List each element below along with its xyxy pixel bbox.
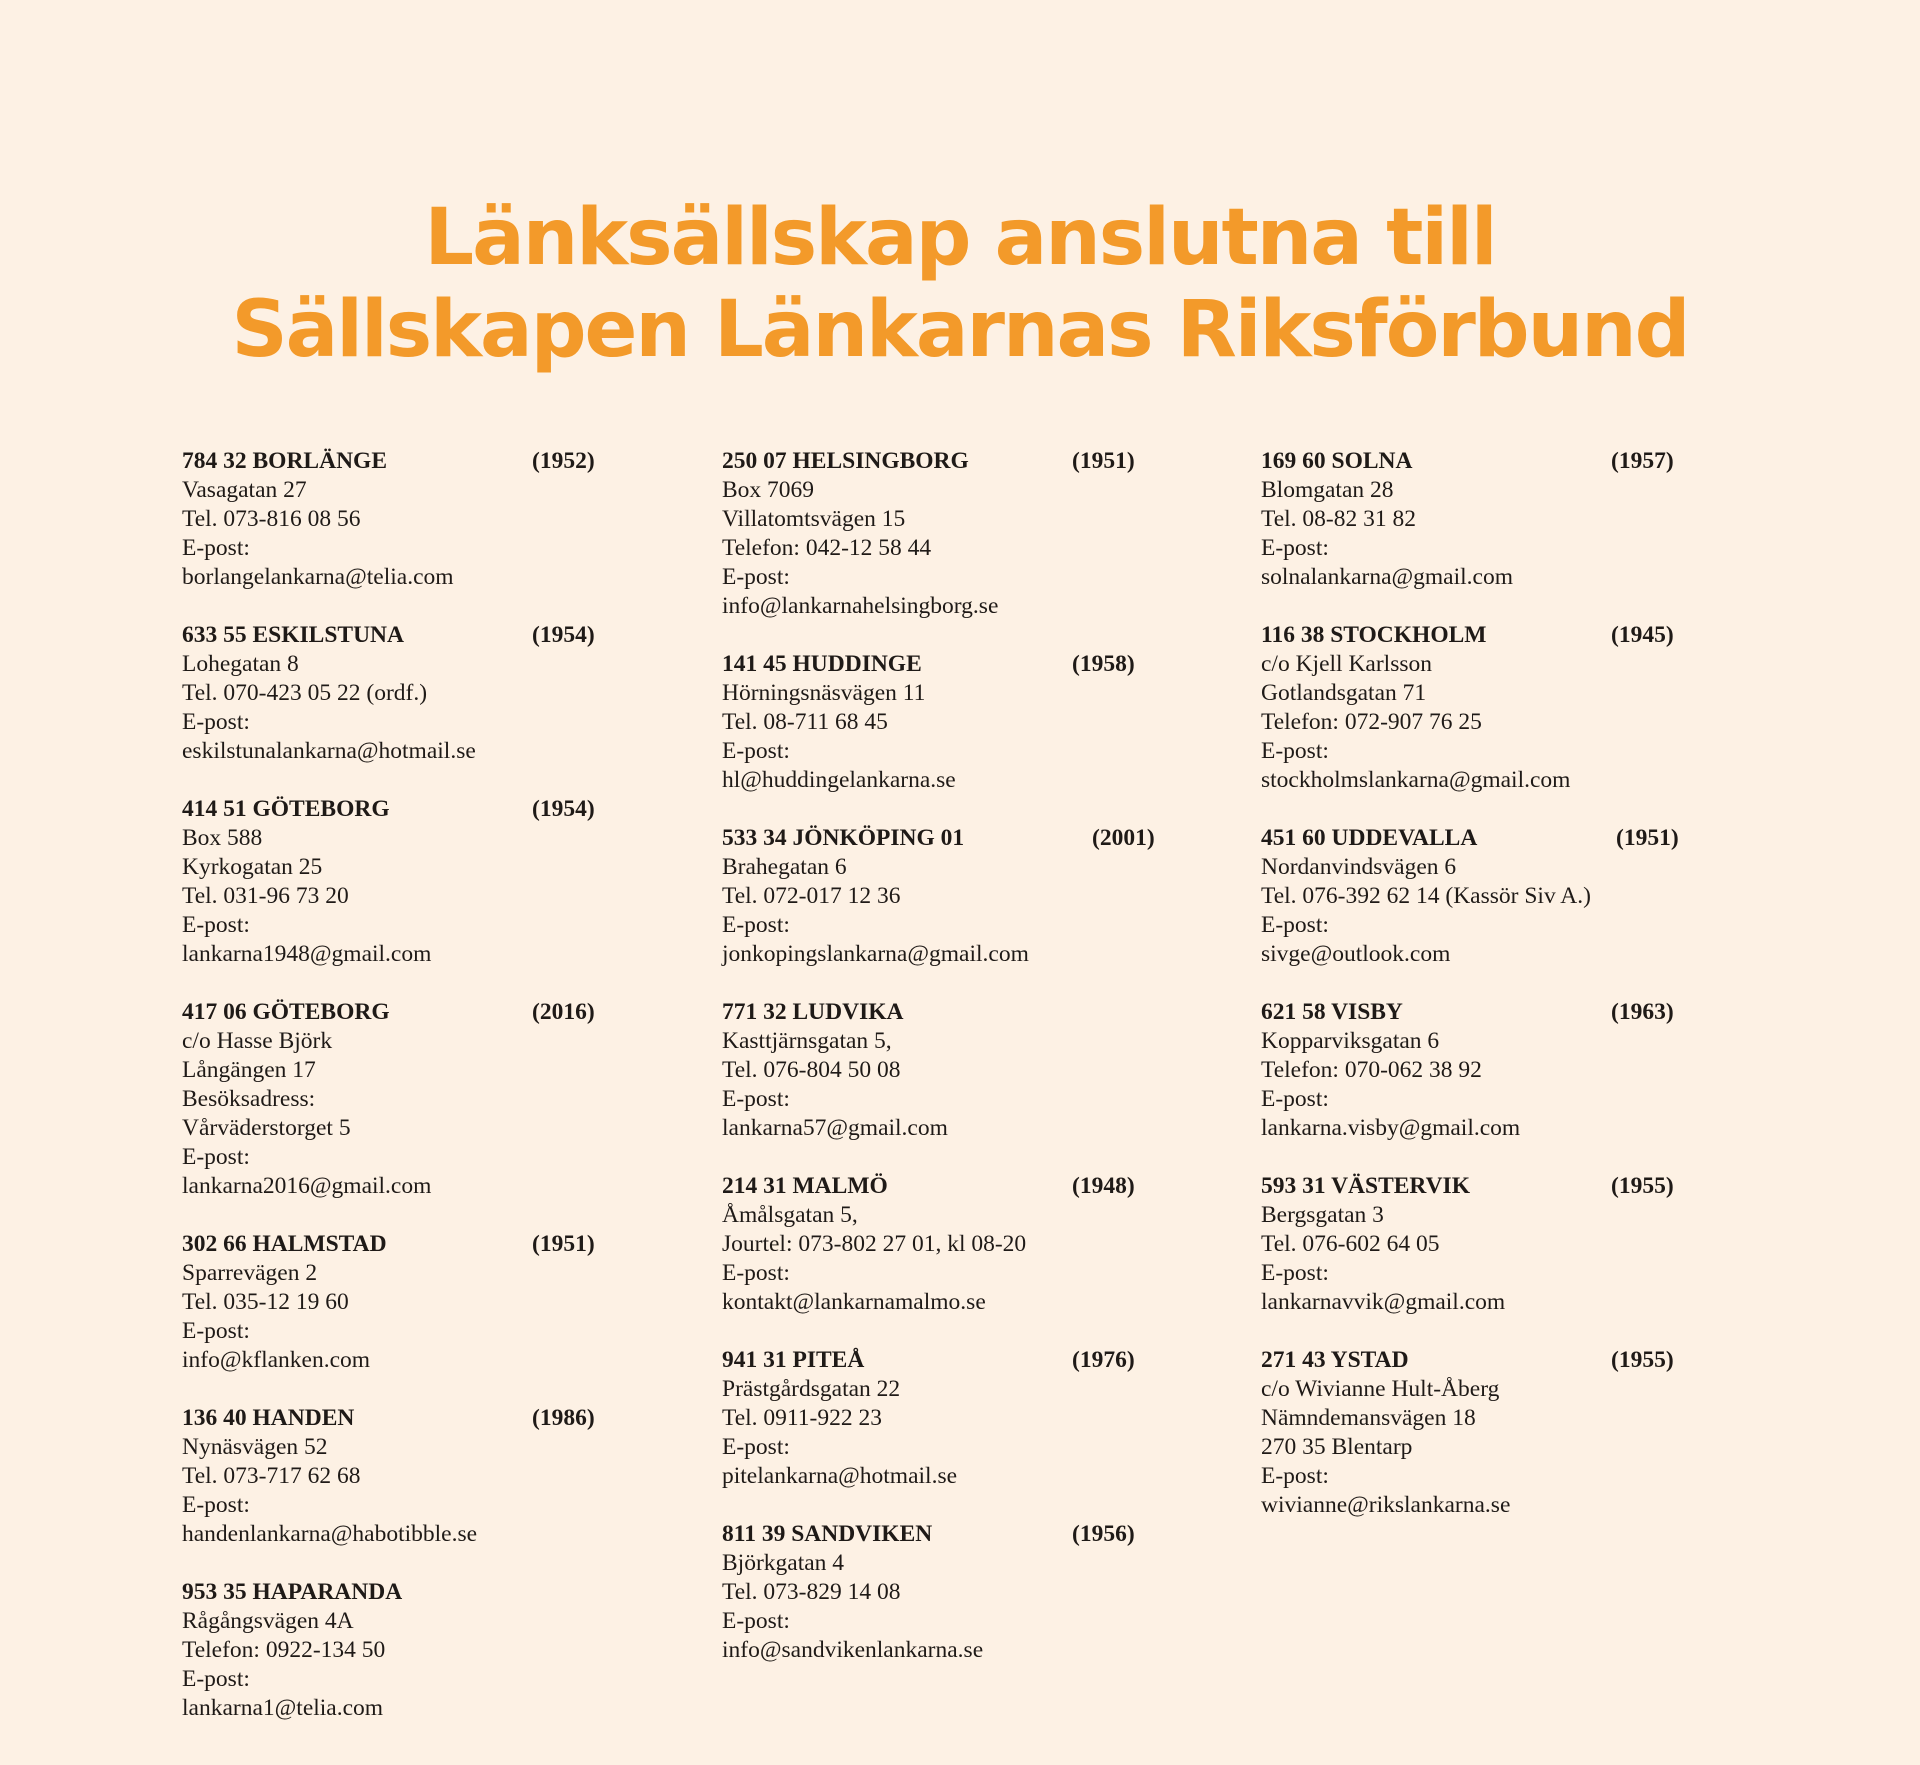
email-address: info@lankarnahelsingborg.se xyxy=(722,593,999,619)
society-entry xyxy=(722,1172,1242,1317)
society-entry xyxy=(182,1230,702,1375)
founding-year: (1955) xyxy=(1611,1347,1674,1373)
email-label: E-post: xyxy=(1261,912,1329,938)
email-address: stockholmslankarna@gmail.com xyxy=(1261,767,1571,793)
society-entry xyxy=(1261,1172,1781,1317)
email-label: E-post: xyxy=(722,564,790,590)
phone-line: Tel. 072-017 12 36 xyxy=(722,883,901,909)
phone-line: Telefon: 072-907 76 25 xyxy=(1261,709,1482,735)
phone-line: Telefon: 0922-134 50 xyxy=(182,1637,386,1663)
society-entry-header xyxy=(1261,1346,1781,1375)
address-line: Nordanvindsvägen 6 xyxy=(1261,854,1457,880)
email-address: solnalankarna@gmail.com xyxy=(1261,564,1513,590)
phone-line: Tel. 076-392 62 14 (Kassör Siv A.) xyxy=(1261,883,1591,909)
email-address: handenlankarna@habotibble.se xyxy=(182,1521,478,1547)
address-line: Rågångsvägen 4A xyxy=(182,1608,354,1634)
address-line: Villatomtsvägen 15 xyxy=(722,506,906,532)
society-name: 214 31 MALMÖ xyxy=(722,1173,888,1199)
email-address: lankarna1@telia.com xyxy=(182,1695,384,1721)
phone-line: Tel. 076-602 64 05 xyxy=(1261,1231,1440,1257)
society-entry xyxy=(722,998,1242,1143)
founding-year: (1954) xyxy=(532,796,595,822)
email-address: info@sandvikenlankarna.se xyxy=(722,1637,984,1663)
society-entry-header xyxy=(182,621,702,650)
society-name: 417 06 GÖTEBORG xyxy=(182,999,390,1025)
address-line: c/o Wivianne Hult-Åberg xyxy=(1261,1376,1500,1402)
email-address: jonkopingslankarna@gmail.com xyxy=(722,941,1029,967)
email-label: E-post: xyxy=(1261,1260,1329,1286)
society-entry xyxy=(1261,1346,1781,1520)
society-entry-header xyxy=(182,1578,702,1607)
society-name: 116 38 STOCKHOLM xyxy=(1261,622,1487,648)
society-name: 593 31 VÄSTERVIK xyxy=(1261,1173,1470,1199)
society-entry-header xyxy=(1261,1172,1781,1201)
society-entry xyxy=(722,447,1242,621)
email-address: lankarna2016@gmail.com xyxy=(182,1173,432,1199)
society-entry xyxy=(722,1520,1242,1665)
phone-line: Tel. 073-829 14 08 xyxy=(722,1579,901,1605)
address-line: Kasttjärnsgatan 5, xyxy=(722,1028,892,1054)
society-name: 771 32 LUDVIKA xyxy=(722,999,904,1025)
society-entry-header xyxy=(722,998,1242,1027)
phone-line: Tel. 0911-922 23 xyxy=(722,1405,883,1431)
society-entry xyxy=(722,824,1242,969)
founding-year: (1951) xyxy=(532,1231,595,1257)
address-line: Nynäsvägen 52 xyxy=(182,1434,328,1460)
society-name: 941 31 PITEÅ xyxy=(722,1347,865,1373)
phone-line: Tel. 070-423 05 22 (ordf.) xyxy=(182,680,428,706)
founding-year: (1956) xyxy=(1072,1521,1135,1547)
society-entry xyxy=(1261,998,1781,1143)
society-entry xyxy=(182,1578,702,1723)
society-name: 136 40 HANDEN xyxy=(182,1405,355,1431)
founding-year: (1955) xyxy=(1611,1173,1674,1199)
email-address: lankarnavvik@gmail.com xyxy=(1261,1289,1506,1315)
society-entry-header xyxy=(1261,621,1781,650)
address-line: c/o Kjell Karlsson xyxy=(1261,651,1432,677)
society-entry-header xyxy=(1261,998,1781,1027)
address-line: Lohegatan 8 xyxy=(182,651,299,677)
society-entry xyxy=(182,795,702,969)
founding-year: (1957) xyxy=(1611,448,1674,474)
email-label: E-post: xyxy=(1261,1086,1329,1112)
phone-line: Telefon: 042-12 58 44 xyxy=(722,535,932,561)
address-line: Åmålsgatan 5, xyxy=(722,1202,858,1228)
email-label: E-post: xyxy=(722,1434,790,1460)
email-label: E-post: xyxy=(722,912,790,938)
founding-year: (1986) xyxy=(532,1405,595,1431)
society-entry xyxy=(182,998,702,1201)
society-entry-header xyxy=(1261,824,1781,853)
society-entry-header xyxy=(722,1172,1242,1201)
address-line: Vårväderstorget 5 xyxy=(182,1115,351,1141)
society-entry xyxy=(182,621,702,766)
founding-year: (1945) xyxy=(1611,622,1674,648)
email-label: E-post: xyxy=(182,1666,250,1692)
address-line: Vasagatan 27 xyxy=(182,477,307,503)
society-entry-header xyxy=(722,1346,1242,1375)
email-address: eskilstunalankarna@hotmail.se xyxy=(182,738,476,764)
address-line: Gotlandsgatan 71 xyxy=(1261,680,1427,706)
address-line: Brahegatan 6 xyxy=(722,854,847,880)
society-name: 953 35 HAPARANDA xyxy=(182,1579,403,1605)
page-title-line-1: Länksällskap anslutna till xyxy=(424,193,1496,283)
directory-column-1 xyxy=(182,447,702,1752)
directory-column-2 xyxy=(722,447,1242,1694)
society-entry-header xyxy=(182,447,702,476)
society-entry xyxy=(722,1346,1242,1491)
email-label: E-post: xyxy=(182,535,250,561)
email-label: E-post: xyxy=(722,1086,790,1112)
society-name: 784 32 BORLÄNGE xyxy=(182,448,387,474)
phone-line: Tel. 031-96 73 20 xyxy=(182,883,349,909)
society-name: 533 34 JÖNKÖPING 01 xyxy=(722,825,965,851)
society-entry-header xyxy=(722,824,1242,853)
email-label: E-post: xyxy=(182,1144,250,1170)
email-address: info@kflanken.com xyxy=(182,1347,371,1373)
address-line: Box 588 xyxy=(182,825,263,851)
society-name: 633 55 ESKILSTUNA xyxy=(182,622,404,648)
society-name: 141 45 HUDDINGE xyxy=(722,651,922,677)
email-address: borlangelankarna@telia.com xyxy=(182,564,454,590)
address-line: Kyrkogatan 25 xyxy=(182,854,323,880)
phone-line: Tel. 035-12 19 60 xyxy=(182,1289,349,1315)
founding-year: (1951) xyxy=(1616,825,1679,851)
address-line: c/o Hasse Björk xyxy=(182,1028,333,1054)
email-address: lankarna1948@gmail.com xyxy=(182,941,432,967)
society-entry-header xyxy=(722,447,1242,476)
address-line: Björkgatan 4 xyxy=(722,1550,845,1576)
phone-line: Tel. 073-717 62 68 xyxy=(182,1463,361,1489)
phone-line: Jourtel: 073-802 27 01, kl 08-20 xyxy=(722,1231,1027,1257)
society-name: 271 43 YSTAD xyxy=(1261,1347,1409,1373)
address-line: Hörningsnäsvägen 11 xyxy=(722,680,926,706)
email-label: E-post: xyxy=(182,1492,250,1518)
society-entry-header xyxy=(182,998,702,1027)
email-label: E-post: xyxy=(1261,535,1329,561)
address-line: 270 35 Blentarp xyxy=(1261,1434,1413,1460)
address-line: Långängen 17 xyxy=(182,1057,316,1083)
society-entry xyxy=(182,447,702,592)
society-name: 811 39 SANDVIKEN xyxy=(722,1521,933,1547)
address-line: Prästgårdsgatan 22 xyxy=(722,1376,901,1402)
society-entry xyxy=(182,1404,702,1549)
email-label: E-post: xyxy=(182,912,250,938)
society-entry-header xyxy=(1261,447,1781,476)
phone-line: Telefon: 070-062 38 92 xyxy=(1261,1057,1482,1083)
society-name: 169 60 SOLNA xyxy=(1261,448,1413,474)
address-line: Box 7069 xyxy=(722,477,815,503)
address-line: Blomgatan 28 xyxy=(1261,477,1394,503)
society-entry xyxy=(1261,447,1781,592)
email-address: lankarna.visby@gmail.com xyxy=(1261,1115,1521,1141)
founding-year: (2016) xyxy=(532,999,595,1025)
society-entry-header xyxy=(722,1520,1242,1549)
society-name: 414 51 GÖTEBORG xyxy=(182,796,390,822)
phone-line: Tel. 076-804 50 08 xyxy=(722,1057,901,1083)
email-address: lankarna57@gmail.com xyxy=(722,1115,948,1141)
founding-year: (1948) xyxy=(1072,1173,1135,1199)
address-line: Kopparviksgatan 6 xyxy=(1261,1028,1440,1054)
email-label: E-post: xyxy=(1261,1463,1329,1489)
founding-year: (2001) xyxy=(1092,825,1155,851)
society-entry-header xyxy=(182,795,702,824)
society-entry xyxy=(722,650,1242,795)
email-address: sivge@outlook.com xyxy=(1261,941,1451,967)
email-address: kontakt@lankarnamalmo.se xyxy=(722,1289,986,1315)
address-line: Besöksadress: xyxy=(182,1086,316,1112)
page-title xyxy=(0,192,1920,376)
phone-line: Tel. 08-711 68 45 xyxy=(722,709,888,735)
email-address: hl@huddingelankarna.se xyxy=(722,767,956,793)
founding-year: (1958) xyxy=(1072,651,1135,677)
email-label: E-post: xyxy=(182,709,250,735)
email-address: pitelankarna@hotmail.se xyxy=(722,1463,958,1489)
founding-year: (1976) xyxy=(1072,1347,1135,1373)
phone-line: Tel. 08-82 31 82 xyxy=(1261,506,1416,532)
email-label: E-post: xyxy=(722,1260,790,1286)
phone-line: Tel. 073-816 08 56 xyxy=(182,506,361,532)
founding-year: (1952) xyxy=(532,448,595,474)
founding-year: (1951) xyxy=(1072,448,1135,474)
society-entry-header xyxy=(722,650,1242,679)
society-name: 302 66 HALMSTAD xyxy=(182,1231,387,1257)
founding-year: (1963) xyxy=(1611,999,1674,1025)
society-entry-header xyxy=(182,1404,702,1433)
address-line: Nämndemansvägen 18 xyxy=(1261,1405,1476,1431)
directory-column-3 xyxy=(1261,447,1781,1549)
society-entry xyxy=(1261,824,1781,969)
society-entry-header xyxy=(182,1230,702,1259)
society-entry xyxy=(1261,621,1781,795)
email-address: wivianne@rikslankarna.se xyxy=(1261,1492,1511,1518)
page-title-line-2: Sällskapen Länkarnas Riksförbund xyxy=(231,285,1689,375)
society-name: 621 58 VISBY xyxy=(1261,999,1403,1025)
email-label: E-post: xyxy=(722,1608,790,1634)
society-name: 250 07 HELSINGBORG xyxy=(722,448,969,474)
society-name: 451 60 UDDEVALLA xyxy=(1261,825,1478,851)
address-line: Sparrevägen 2 xyxy=(182,1260,318,1286)
email-label: E-post: xyxy=(722,738,790,764)
email-label: E-post: xyxy=(1261,738,1329,764)
email-label: E-post: xyxy=(182,1318,250,1344)
address-line: Bergsgatan 3 xyxy=(1261,1202,1384,1228)
founding-year: (1954) xyxy=(532,622,595,648)
